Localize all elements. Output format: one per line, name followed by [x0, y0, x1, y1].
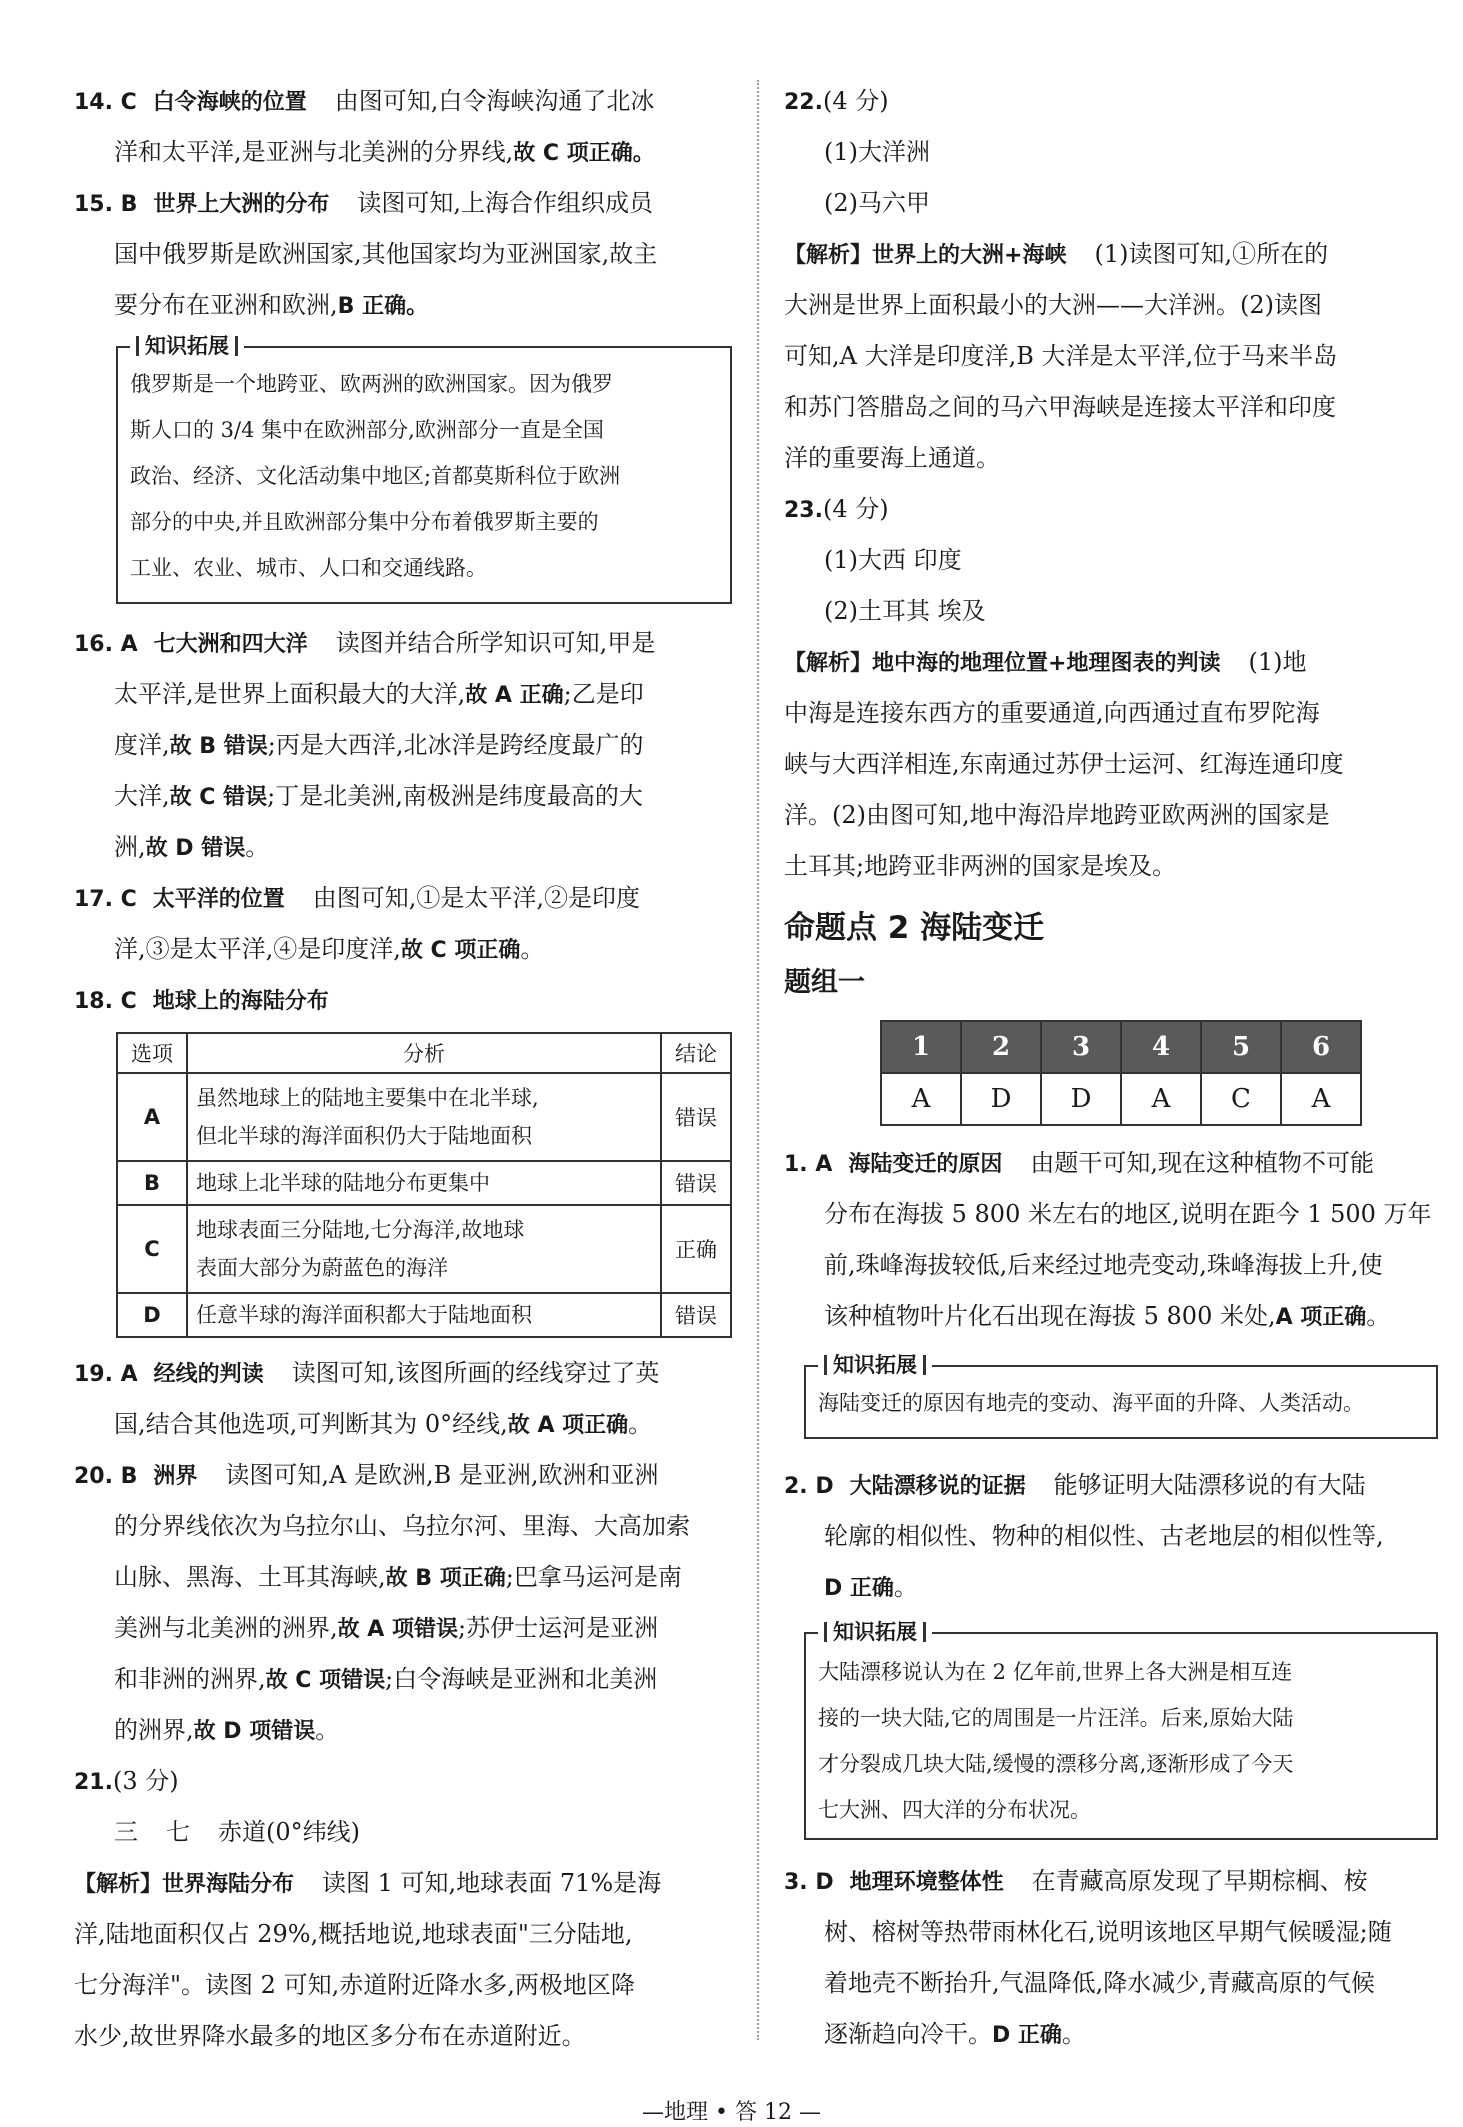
r3-line1: 3. D 地理环境整体性 在青藏高原发现了早期棕榈、桉 — [784, 1867, 1368, 1895]
analysis-cell: 任意半球的海洋面积都大于陆地面积 — [187, 1293, 661, 1337]
grid-header-cell: 6 — [1281, 1021, 1361, 1073]
q21-analysis-line3: 七分海洋"。读图 2 可知,赤道附近降水多,两极地区降 — [74, 1971, 635, 1999]
answer-grid-header — [881, 1021, 1361, 1073]
q23-analysis-line3: 峡与大西洋相连,东南通过苏伊士运河、红海连通印度 — [784, 750, 1344, 778]
q22-line1: 22.(4 分) — [784, 87, 889, 115]
result-cell: 正确 — [661, 1205, 731, 1293]
knowledge-line: 大陆漂移说认为在 2 亿年前,世界上各大洲是相互连 — [818, 1660, 1293, 1684]
knowledge-line: 政治、经济、文化活动集中地区;首都莫斯科位于欧洲 — [130, 464, 621, 488]
answer-grid-row — [881, 1073, 1361, 1125]
q16-line4: 大洋,故 C 错误;丁是北美洲,南极洲是纬度最高的大 — [114, 782, 643, 810]
q21-analysis-line4: 水少,故世界降水最多的地区多分布在赤道附近。 — [74, 2022, 586, 2050]
knowledge-box-title: 知识拓展 — [130, 330, 244, 360]
q20-line5: 和非洲的洲界,故 C 项错误;白令海峡是亚洲和北美洲 — [114, 1665, 658, 1693]
analysis-cell: 地球表面三分陆地,七分海洋,故地球 表面大部分为蔚蓝色的海洋 — [187, 1205, 661, 1293]
group-heading: 题组一 — [784, 967, 865, 998]
r2-line1: 2. D 大陆漂移说的证据 能够证明大陆漂移说的有大陆 — [784, 1471, 1366, 1499]
grid-header-cell: 4 — [1121, 1021, 1201, 1073]
grid-header-cell: 5 — [1201, 1021, 1281, 1073]
knowledge-line: 海陆变迁的原因有地壳的变动、海平面的升降、人类活动。 — [818, 1391, 1364, 1415]
table-row — [117, 1293, 731, 1337]
q21-analysis-line1: 【解析】世界海陆分布 读图 1 可知,地球表面 71%是海 — [74, 1869, 662, 1897]
grid-answer-cell: C — [1201, 1073, 1281, 1125]
grid-header-cell: 1 — [881, 1021, 961, 1073]
table-header-cell: 结论 — [661, 1033, 731, 1073]
q20-line6: 的洲界,故 D 项错误。 — [114, 1716, 340, 1744]
page-footer: —地理 • 答 12 — — [642, 2100, 821, 2125]
q22-analysis-line2: 大洲是世界上面积最小的大洲——大洋洲。(2)读图 — [784, 291, 1322, 319]
q14-line2: 洋和太平洋,是亚洲与北美洲的分界线,故 C 项正确。 — [114, 138, 655, 166]
r1-line4: 该种植物叶片化石出现在海拔 5 800 米处,A 项正确。 — [824, 1302, 1391, 1330]
q22-answer1: (1)大洋洲 — [824, 138, 930, 166]
grid-answer-cell: D — [1041, 1073, 1121, 1125]
q16-line1: 16. A 七大洲和四大洋 读图并结合所学知识可知,甲是 — [74, 629, 656, 657]
table-header-cell: 选项 — [117, 1033, 187, 1073]
knowledge-box-3 — [804, 1620, 1438, 1840]
section-heading: 命题点 2 海陆变迁 — [784, 910, 1045, 946]
knowledge-box-title: 知识拓展 — [818, 1349, 932, 1379]
grid-answer-cell: A — [1281, 1073, 1361, 1125]
q16-line5: 洲,故 D 错误。 — [114, 833, 270, 861]
q19-line1: 19. A 经线的判读 读图可知,该图所画的经线穿过了英 — [74, 1359, 660, 1387]
q16-line3: 度洋,故 B 错误;丙是大西洋,北冰洋是跨经度最广的 — [114, 731, 644, 759]
q20-line2: 的分界线依次为乌拉尔山、乌拉尔河、里海、大高加索 — [114, 1512, 690, 1540]
q22-analysis-line4: 和苏门答腊岛之间的马六甲海峡是连接太平洋和印度 — [784, 393, 1336, 421]
option-cell: C — [117, 1205, 187, 1293]
option-cell: B — [117, 1161, 187, 1205]
knowledge-line: 七大洲、四大洋的分布状况。 — [818, 1798, 1091, 1822]
q20-line4: 美洲与北美洲的洲界,故 A 项错误;苏伊士运河是亚洲 — [114, 1614, 659, 1642]
knowledge-line: 斯人口的 3/4 集中在欧洲部分,欧洲部分一直是全国 — [130, 418, 604, 442]
q22-analysis-line5: 洋的重要海上通道。 — [784, 444, 1000, 472]
table-row — [117, 1073, 731, 1161]
q23-answer1: (1)大西 印度 — [824, 546, 962, 574]
q22-analysis-line1: 【解析】世界上的大洲+海峡 (1)读图可知,①所在的 — [784, 240, 1329, 268]
analysis-table — [116, 1032, 732, 1338]
q19-line2: 国,结合其他选项,可判断其为 0°经线,故 A 项正确。 — [114, 1410, 653, 1438]
grid-header-cell: 3 — [1041, 1021, 1121, 1073]
option-cell: A — [117, 1073, 187, 1161]
q17-line1: 17. C 太平洋的位置 由图可知,①是太平洋,②是印度 — [74, 884, 641, 912]
r3-line3: 着地壳不断抬升,气温降低,降水减少,青藏高原的气候 — [824, 1969, 1375, 1997]
q23-analysis-line1: 【解析】地中海的地理位置+地理图表的判读 (1)地 — [784, 648, 1307, 676]
result-cell: 错误 — [661, 1073, 731, 1161]
knowledge-box-title: 知识拓展 — [818, 1616, 932, 1646]
table-row — [117, 1205, 731, 1293]
knowledge-line: 才分裂成几块大陆,缓慢的漂移分离,逐渐形成了今天 — [818, 1752, 1294, 1776]
r2-line2: 轮廓的相似性、物种的相似性、古老地层的相似性等, — [824, 1522, 1384, 1550]
r1-line1: 1. A 海陆变迁的原因 由题干可知,现在这种植物不可能 — [784, 1149, 1375, 1177]
q23-analysis-line2: 中海是连接东西方的重要通道,向西通过直布罗陀海 — [784, 699, 1320, 727]
q23-line1: 23.(4 分) — [784, 495, 889, 523]
table-header-row — [117, 1033, 731, 1073]
r1-line2: 分布在海拔 5 800 米左右的地区,说明在距今 1 500 万年 — [824, 1200, 1432, 1228]
r1-line3: 前,珠峰海拔较低,后来经过地壳变动,珠峰海拔上升,使 — [824, 1251, 1383, 1279]
knowledge-line: 俄罗斯是一个地跨亚、欧两洲的欧洲国家。因为俄罗 — [130, 372, 613, 396]
knowledge-box-1 — [116, 334, 732, 604]
table-row — [117, 1161, 731, 1205]
q21-analysis-line2: 洋,陆地面积仅占 29%,概括地说,地球表面"三分陆地, — [74, 1920, 633, 1948]
q21-line1: 21.(3 分) — [74, 1767, 179, 1795]
column-divider — [757, 80, 759, 2040]
q21-answer: 三 七 赤道(0°纬线) — [114, 1818, 360, 1846]
knowledge-line: 部分的中央,并且欧洲部分集中分布着俄罗斯主要的 — [130, 510, 599, 534]
q16-line2: 太平洋,是世界上面积最大的大洋,故 A 正确;乙是印 — [114, 680, 644, 708]
r3-line4: 逐渐趋向冷干。D 正确。 — [824, 2020, 1086, 2048]
q22-analysis-line3: 可知,A 大洋是印度洋,B 大洋是太平洋,位于马来半岛 — [784, 342, 1338, 370]
q14-line1: 14. C 白令海峡的位置 由图可知,白令海峡沟通了北冰 — [74, 87, 655, 115]
q15-line3: 要分布在亚洲和欧洲,B 正确。 — [114, 291, 429, 319]
result-cell: 错误 — [661, 1293, 731, 1337]
answer-grid — [880, 1020, 1362, 1126]
q22-answer2: (2)马六甲 — [824, 189, 930, 217]
q20-line3: 山脉、黑海、土耳其海峡,故 B 项正确;巴拿马运河是南 — [114, 1563, 682, 1591]
grid-answer-cell: D — [961, 1073, 1041, 1125]
knowledge-line: 接的一块大陆,它的周围是一片汪洋。后来,原始大陆 — [818, 1706, 1294, 1730]
q15-line2: 国中俄罗斯是欧洲国家,其他国家均为亚洲国家,故主 — [114, 240, 658, 268]
q15-line1: 15. B 世界上大洲的分布 读图可知,上海合作组织成员 — [74, 189, 654, 217]
grid-header-cell: 2 — [961, 1021, 1041, 1073]
grid-answer-cell: A — [1121, 1073, 1201, 1125]
grid-answer-cell: A — [881, 1073, 961, 1125]
q17-line2: 洋,③是太平洋,④是印度洋,故 C 项正确。 — [114, 935, 545, 963]
q20-line1: 20. B 洲界 读图可知,A 是欧洲,B 是亚洲,欧洲和亚洲 — [74, 1461, 659, 1489]
analysis-cell: 地球上北半球的陆地分布更集中 — [187, 1161, 661, 1205]
option-cell: D — [117, 1293, 187, 1337]
result-cell: 错误 — [661, 1161, 731, 1205]
q23-analysis-line4: 洋。(2)由图可知,地中海沿岸地跨亚欧两洲的国家是 — [784, 801, 1330, 829]
analysis-cell: 虽然地球上的陆地主要集中在北半球, 但北半球的海洋面积仍大于陆地面积 — [187, 1073, 661, 1161]
knowledge-box-2 — [804, 1353, 1438, 1439]
q23-answer2: (2)土耳其 埃及 — [824, 597, 986, 625]
knowledge-line: 工业、农业、城市、人口和交通线路。 — [130, 556, 487, 580]
r3-line2: 树、榕树等热带雨林化石,说明该地区早期气候暖湿;随 — [824, 1918, 1392, 1946]
q23-analysis-line5: 土耳其;地跨亚非两洲的国家是埃及。 — [784, 852, 1177, 880]
q18-line1: 18. C 地球上的海陆分布 — [74, 989, 329, 1014]
table-header-cell: 分析 — [187, 1033, 661, 1073]
r2-line3: D 正确。 — [824, 1573, 918, 1601]
